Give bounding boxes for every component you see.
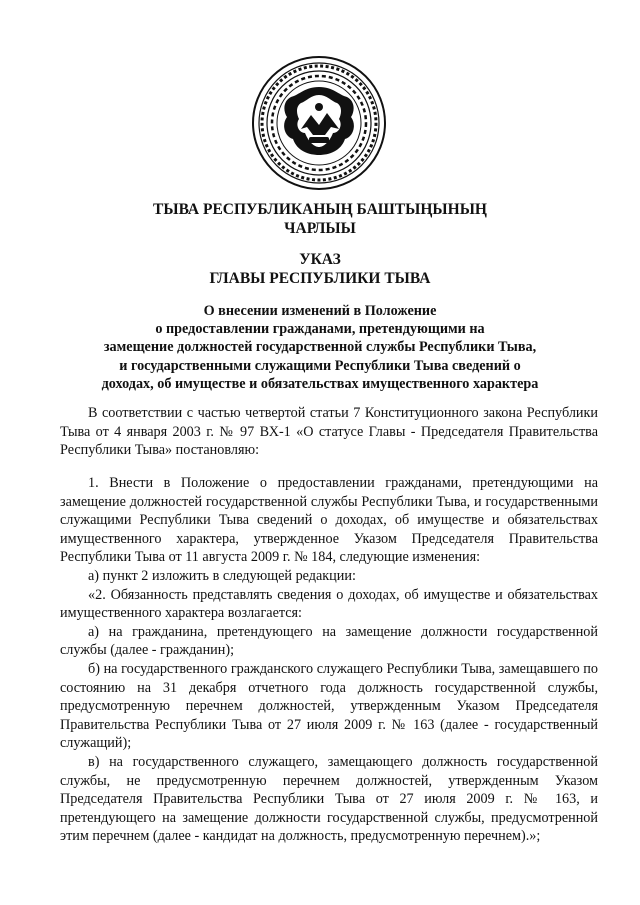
decree-body — [60, 474, 598, 846]
preamble — [60, 404, 598, 460]
title-line: доходах, об имуществе и обязательствах имущественного характера — [101, 375, 539, 392]
title-line: О внесении изменений в Положение — [203, 303, 437, 319]
tuvan-header-line2: ЧАРЛЫЫ — [284, 220, 356, 237]
head-of-republic-heading: ГЛАВЫ РЕСПУБЛИКИ ТЫВА — [209, 270, 431, 287]
title-line: о предоставлении гражданами, претендующими на — [155, 321, 485, 338]
russian-header — [0, 250, 640, 288]
body-paragraph-6: в) на государственного служащего, замещающего должность государственной службы, не предусмотренную перечнем должностей, утвержденным Указом Председателя Правительства Республики Тыва от 27 июля 2009 г. № 163, и претендующего на замещение должности государственной службы, предусмотренной этим перечнем (далее - кандидат на должность, предусмотренную перечнем).»; — [60, 753, 598, 845]
body-paragraph-5: б) на государственного гражданского служащего Республики Тыва, замещавшего по состоянию на 31 декабря отчетного года должность государственной службы, предусмотренную перечнем должностей, утвержденным Указом Председателя Правительства Республики Тыва от 27 июля 2009 г. № 163 (далее - государственный служащий); — [60, 660, 598, 752]
body-paragraph-2: а) пункт 2 изложить в следующей редакции: — [88, 567, 356, 584]
title-line: замещение должностей государственной службы Республики Тыва, — [103, 339, 537, 356]
title-line: и государственными служащими Республики Тыва сведений о — [119, 357, 521, 374]
tuva-coat-of-arms-emblem — [251, 55, 387, 191]
tuvan-header — [0, 200, 640, 238]
ukaz-heading: УКАЗ — [299, 251, 341, 268]
preamble-text: В соответствии с частью четвертой статьи 7 Конституционного закона Республики Тыва от 4 января 2003 г. № 97 ВХ-1 «О статусе Главы - Председателя Правительства Республики Тыва» постановляю: — [60, 405, 598, 459]
body-paragraph-4: а) на гражданина, претендующего на замещение должности государственной службы (далее - гражданин); — [60, 623, 598, 659]
body-paragraph-3: «2. Обязанность представлять сведения о доходах, об имуществе и обязательствах имущественного характера возлагается: — [60, 586, 598, 622]
body-paragraph-1: 1. Внести в Положение о предоставлении гражданами, претендующими на замещение должностей государственной службы Республики Тыва, и государственными служащими Республики Тыва сведений о доходах, об имуществе и обязательствах имущественного характера, утвержденное Указом Председателя Правительства Республики Тыва от 11 августа 2009 г. № 184, следующие изменения: — [60, 475, 598, 566]
decree-title — [70, 302, 570, 393]
tuvan-header-line1: ТЫВА РЕСПУБЛИКАНЫҢ БАШТЫҢЫНЫҢ — [153, 201, 487, 218]
